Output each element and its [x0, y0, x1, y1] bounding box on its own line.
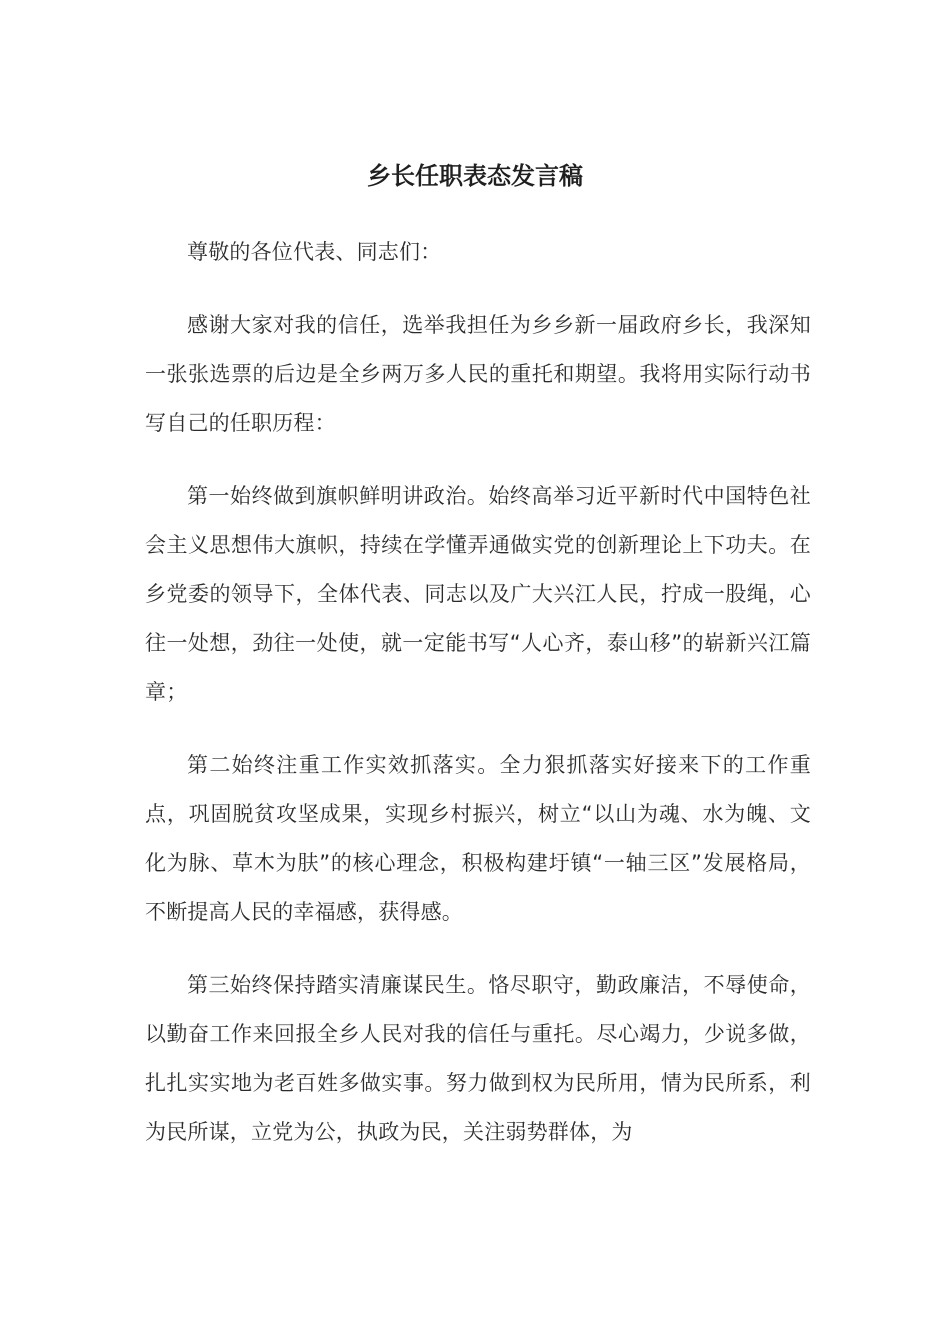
paragraph-thanks: 感谢大家对我的信任，选举我担任为乡乡新一届政府乡长，我深知一张张选票的后边是全乡两万多人民的重托和期望。我将用实际行动书写自己的任职历程：: [145, 313, 811, 435]
greeting-paragraph: 尊敬的各位代表、同志们：: [187, 240, 442, 264]
paragraph-point-three: 第三始终保持踏实清廉谋民生。恪尽职守，勤政廉洁，不辱使命，以勤奋工作来回报全乡人民对我的信任与重托。尽心竭力，少说多做，扎扎实实地为老百姓多做实事。努力做到权为民所用，情为民所系，利为民所谋，立党为公，执政为民，关注弱势群体，为: [145, 973, 811, 1144]
document-title: 乡长任职表态发言稿: [367, 162, 583, 190]
paragraph-point-one: 第一始终做到旗帜鲜明讲政治。始终高举习近平新时代中国特色社会主义思想伟大旗帜，持续在学懂弄通做实党的创新理论上下功夫。在乡党委的领导下，全体代表、同志以及广大兴江人民，拧成一股绳，心往一处想，劲往一处使，就一定能书写“人心齐，泰山移”的崭新兴江篇章；: [145, 484, 811, 704]
paragraph-point-two: 第二始终注重工作实效抓落实。全力狠抓落实好接来下的工作重点，巩固脱贫攻坚成果，实现乡村振兴，树立“以山为魂、水为魄、文化为脉、草木为肤”的核心理念，积极构建圩镇“一轴三区”发展格局，不断提高人民的幸福感，获得感。: [145, 753, 811, 924]
document-body: [145, 228, 811, 1181]
